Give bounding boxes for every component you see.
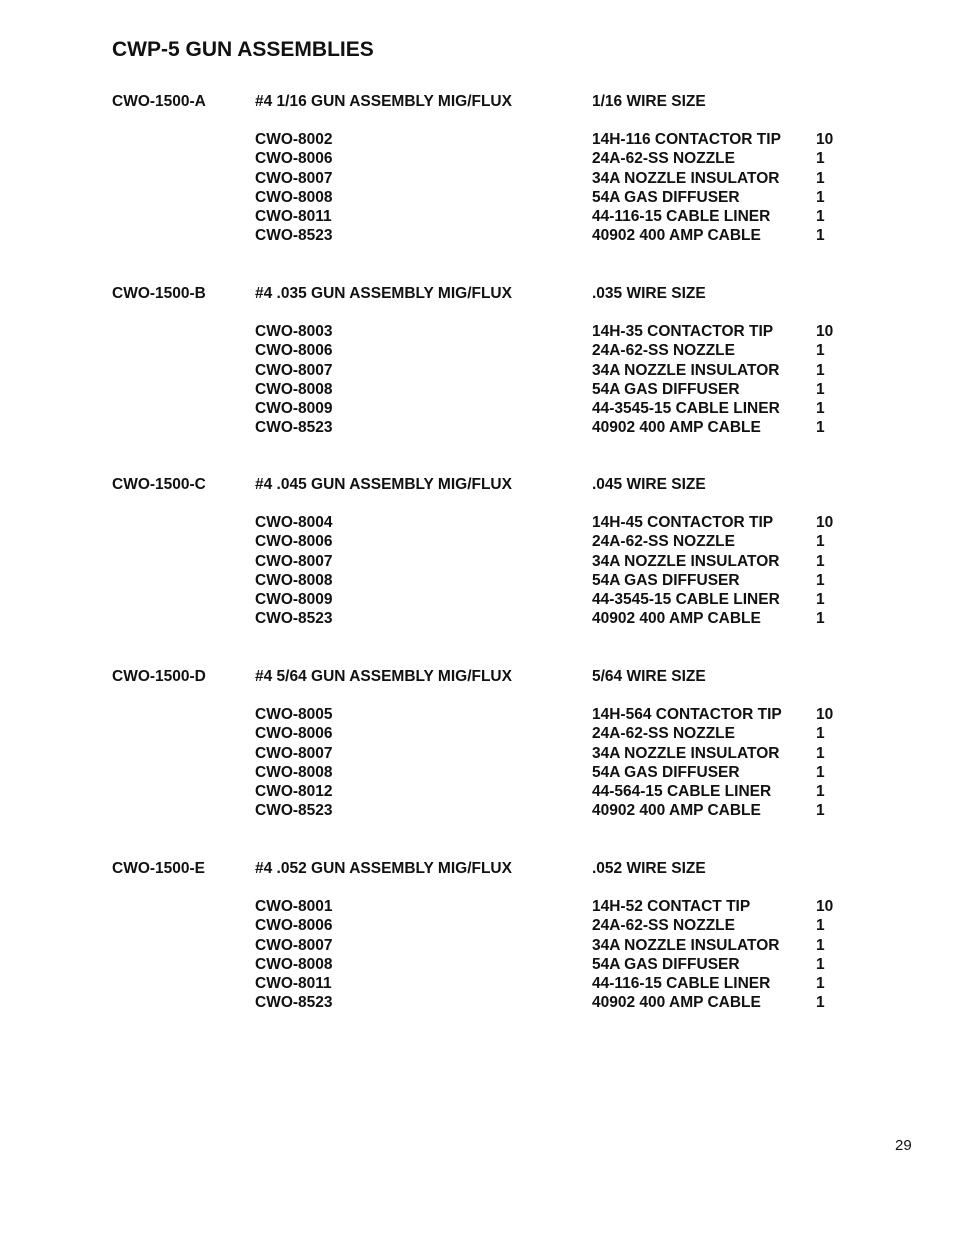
part-qty: 1 xyxy=(816,342,825,360)
part-qty: 10 xyxy=(816,323,834,341)
assembly-block-d xyxy=(0,667,954,820)
part-qty: 1 xyxy=(816,533,825,551)
part-number: CWO-8007 xyxy=(255,361,333,379)
assembly-header xyxy=(0,859,954,878)
assembly-header xyxy=(0,667,954,686)
part-number: CWO-8523 xyxy=(255,610,333,628)
part-qty: 1 xyxy=(816,744,825,762)
part-row xyxy=(0,993,954,1012)
part-qty: 1 xyxy=(816,207,825,225)
part-name: 24A-62-SS NOZZLE xyxy=(592,150,735,168)
part-qty: 10 xyxy=(816,131,834,149)
part-number: CWO-8523 xyxy=(255,227,333,245)
part-number: CWO-8006 xyxy=(255,917,333,935)
part-row xyxy=(0,763,954,782)
part-number: CWO-8006 xyxy=(255,342,333,360)
assembly-header xyxy=(0,284,954,303)
part-name: 34A NOZZLE INSULATOR xyxy=(592,169,780,187)
wire-size: 5/64 WIRE SIZE xyxy=(592,668,706,685)
part-number: CWO-8007 xyxy=(255,936,333,954)
wire-size: .035 WIRE SIZE xyxy=(592,285,706,302)
part-qty: 10 xyxy=(816,898,834,916)
part-number: CWO-8523 xyxy=(255,419,333,437)
wire-size: .052 WIRE SIZE xyxy=(592,860,706,877)
part-name: 44-116-15 CABLE LINER xyxy=(592,974,771,992)
part-row xyxy=(0,974,954,993)
part-name: 54A GAS DIFFUSER xyxy=(592,380,740,398)
part-name: 24A-62-SS NOZZLE xyxy=(592,342,735,360)
part-qty: 1 xyxy=(816,725,825,743)
part-qty: 1 xyxy=(816,571,825,589)
part-qty: 1 xyxy=(816,399,825,417)
part-row xyxy=(0,169,954,188)
part-qty: 1 xyxy=(816,590,825,608)
assembly-block-c xyxy=(0,475,954,628)
assembly-code: CWO-1500-C xyxy=(112,476,206,493)
part-name: 54A GAS DIFFUSER xyxy=(592,763,740,781)
part-name: 14H-35 CONTACTOR TIP xyxy=(592,323,774,341)
part-row xyxy=(0,207,954,226)
part-row xyxy=(0,361,954,380)
part-number: CWO-8008 xyxy=(255,380,333,398)
assembly-header xyxy=(0,92,954,111)
part-number: CWO-8002 xyxy=(255,131,333,149)
part-row xyxy=(0,609,954,628)
assembly-description: #4 .045 GUN ASSEMBLY MIG/FLUX xyxy=(255,476,512,493)
part-name: 40902 400 AMP CABLE xyxy=(592,610,761,628)
part-name: 14H-52 CONTACT TIP xyxy=(592,898,751,916)
assembly-block-b xyxy=(0,284,954,437)
part-name: 34A NOZZLE INSULATOR xyxy=(592,936,780,954)
part-row xyxy=(0,130,954,149)
part-name: 24A-62-SS NOZZLE xyxy=(592,533,735,551)
part-row xyxy=(0,571,954,590)
wire-size: .045 WIRE SIZE xyxy=(592,476,706,493)
part-row xyxy=(0,418,954,437)
part-name: 54A GAS DIFFUSER xyxy=(592,571,740,589)
part-qty: 1 xyxy=(816,552,825,570)
part-name: 40902 400 AMP CABLE xyxy=(592,802,761,820)
part-name: 54A GAS DIFFUSER xyxy=(592,955,740,973)
part-row xyxy=(0,955,954,974)
part-qty: 1 xyxy=(816,936,825,954)
part-qty: 1 xyxy=(816,610,825,628)
part-row xyxy=(0,380,954,399)
part-number: CWO-8001 xyxy=(255,898,333,916)
part-row xyxy=(0,341,954,360)
part-name: 54A GAS DIFFUSER xyxy=(592,188,740,206)
part-number: CWO-8007 xyxy=(255,744,333,762)
part-qty: 1 xyxy=(816,227,825,245)
part-qty: 1 xyxy=(816,994,825,1012)
assembly-description: #4 5/64 GUN ASSEMBLY MIG/FLUX xyxy=(255,668,512,685)
part-number: CWO-8004 xyxy=(255,514,333,532)
part-name: 14H-564 CONTACTOR TIP xyxy=(592,706,782,724)
part-row xyxy=(0,936,954,955)
part-number: CWO-8008 xyxy=(255,763,333,781)
part-row xyxy=(0,705,954,724)
part-qty: 1 xyxy=(816,188,825,206)
assembly-description: #4 .035 GUN ASSEMBLY MIG/FLUX xyxy=(255,285,512,302)
page-title: CWP-5 GUN ASSEMBLIES xyxy=(112,38,374,61)
part-qty: 1 xyxy=(816,802,825,820)
part-name: 34A NOZZLE INSULATOR xyxy=(592,361,780,379)
part-name: 14H-116 CONTACTOR TIP xyxy=(592,131,781,149)
assembly-code: CWO-1500-B xyxy=(112,285,206,302)
part-qty: 1 xyxy=(816,917,825,935)
part-number: CWO-8523 xyxy=(255,994,333,1012)
part-name: 40902 400 AMP CABLE xyxy=(592,227,761,245)
assembly-code: CWO-1500-A xyxy=(112,93,206,110)
part-number: CWO-8005 xyxy=(255,706,333,724)
assembly-header xyxy=(0,475,954,494)
part-number: CWO-8006 xyxy=(255,725,333,743)
assembly-block-e xyxy=(0,859,954,1012)
part-row xyxy=(0,801,954,820)
part-number: CWO-8008 xyxy=(255,571,333,589)
part-row xyxy=(0,744,954,763)
part-row xyxy=(0,782,954,801)
part-qty: 1 xyxy=(816,380,825,398)
part-name: 24A-62-SS NOZZLE xyxy=(592,725,735,743)
part-name: 34A NOZZLE INSULATOR xyxy=(592,552,780,570)
part-number: CWO-8006 xyxy=(255,533,333,551)
part-qty: 1 xyxy=(816,169,825,187)
assembly-description: #4 .052 GUN ASSEMBLY MIG/FLUX xyxy=(255,860,512,877)
part-row xyxy=(0,149,954,168)
part-qty: 1 xyxy=(816,974,825,992)
part-row xyxy=(0,322,954,341)
part-qty: 1 xyxy=(816,419,825,437)
part-row xyxy=(0,916,954,935)
assembly-code: CWO-1500-E xyxy=(112,860,206,877)
part-row xyxy=(0,513,954,532)
wire-size: 1/16 WIRE SIZE xyxy=(592,93,706,110)
part-qty: 1 xyxy=(816,763,825,781)
part-row xyxy=(0,897,954,916)
part-name: 34A NOZZLE INSULATOR xyxy=(592,744,780,762)
part-number: CWO-8003 xyxy=(255,323,333,341)
part-number: CWO-8008 xyxy=(255,188,333,206)
part-number: CWO-8011 xyxy=(255,974,332,992)
part-row xyxy=(0,552,954,571)
part-number: CWO-8007 xyxy=(255,552,333,570)
part-number: CWO-8523 xyxy=(255,802,333,820)
assembly-block-a xyxy=(0,92,954,245)
assembly-code: CWO-1500-D xyxy=(112,668,206,685)
page-number: 29 xyxy=(895,1137,912,1154)
part-qty: 1 xyxy=(816,955,825,973)
part-row xyxy=(0,226,954,245)
part-name: 14H-45 CONTACTOR TIP xyxy=(592,514,774,532)
part-row xyxy=(0,399,954,418)
part-row xyxy=(0,188,954,207)
part-number: CWO-8012 xyxy=(255,782,333,800)
part-number: CWO-8007 xyxy=(255,169,333,187)
part-row xyxy=(0,724,954,743)
part-name: 44-3545-15 CABLE LINER xyxy=(592,590,780,608)
part-qty: 1 xyxy=(816,361,825,379)
part-qty: 10 xyxy=(816,514,834,532)
part-name: 40902 400 AMP CABLE xyxy=(592,419,761,437)
part-row xyxy=(0,532,954,551)
part-qty: 10 xyxy=(816,706,834,724)
part-name: 44-564-15 CABLE LINER xyxy=(592,782,772,800)
part-name: 44-3545-15 CABLE LINER xyxy=(592,399,780,417)
part-number: CWO-8009 xyxy=(255,399,333,417)
part-qty: 1 xyxy=(816,782,825,800)
part-name: 24A-62-SS NOZZLE xyxy=(592,917,735,935)
part-name: 44-116-15 CABLE LINER xyxy=(592,207,771,225)
part-number: CWO-8006 xyxy=(255,150,333,168)
part-qty: 1 xyxy=(816,150,825,168)
assembly-description: #4 1/16 GUN ASSEMBLY MIG/FLUX xyxy=(255,93,512,110)
part-name: 40902 400 AMP CABLE xyxy=(592,994,761,1012)
part-number: CWO-8009 xyxy=(255,590,333,608)
part-number: CWO-8011 xyxy=(255,207,332,225)
part-number: CWO-8008 xyxy=(255,955,333,973)
part-row xyxy=(0,590,954,609)
